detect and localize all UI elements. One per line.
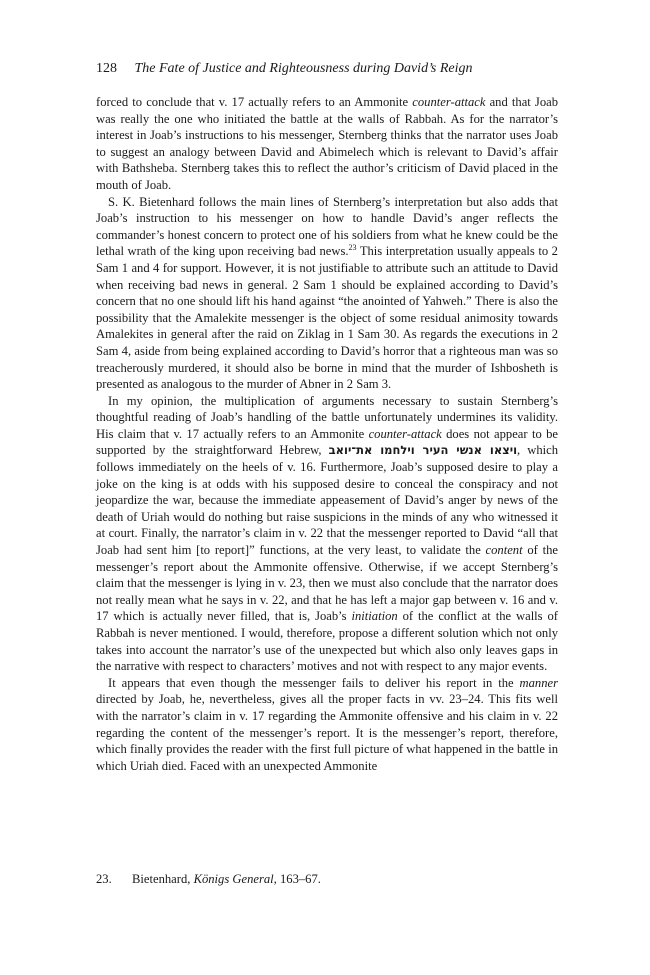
text-run: , 163–67. bbox=[273, 872, 321, 886]
text-run: of the conflict at the walls of Rabbah is never mentioned. I would, therefore, propose a different solution which not only takes into account the narrator’s use of the unexpected but which also only leaves gaps in the narrative with respect to characters’ motives and not with respect to any major events. bbox=[96, 609, 558, 674]
footnotes bbox=[96, 871, 558, 887]
italic-text: initiation bbox=[351, 609, 398, 624]
text-run: In my opinion, the multiplication of arguments necessary to sustain Sternberg’s thoughtful reading of Joab’s handling of the battle unfortunately undermines its validity. His claim that v. 17 actually refers to an Ammonite bbox=[96, 393, 558, 441]
footnote-text bbox=[132, 872, 321, 886]
footnote-reference: 23 bbox=[348, 243, 357, 253]
text-run: , which follows immediately on the heels of v. 16. Furthermore, Joab’s supposed desire to play a joke on the king is at odds with his supposed desire to conceal the conspiracy and not jeopardize the war, because the immediate appeasement of David’s anger by news of the death of Uriah would do nothing but raise suspicions in the minds of any who witnessed it at court. Finally, the narrator’s claim in v. 22 that the messenger reported to David “all that Joab had sent him [to report]” functions, at the very least, to validate the bbox=[96, 443, 558, 558]
page bbox=[96, 60, 558, 774]
paragraph bbox=[96, 393, 558, 675]
paragraph bbox=[96, 94, 558, 194]
running-head bbox=[96, 60, 558, 78]
text-run: It appears that even though the messenger fails to deliver his report in the bbox=[108, 675, 520, 690]
body-text bbox=[96, 94, 558, 774]
italic-text: Königs General bbox=[193, 872, 274, 886]
text-run: forced to conclude that v. 17 actually refers to an Ammonite bbox=[96, 95, 413, 109]
text-run: directed by Joab, he, nevertheless, gives all the proper facts in vv. 23–24. This fits well with the narrator’s claim in v. 17 regarding the Ammonite offensive and his claim in v. 22 regarding the content of the messenger’s report. It is the messenger’s report, therefore, which finally provides the reader with the first full picture of what happened in the battle in which Uriah died. Faced with an unexpected Ammonite bbox=[96, 692, 558, 773]
italic-text: content bbox=[485, 543, 523, 558]
page-number: 128 bbox=[96, 61, 117, 76]
text-run: S. K. Bietenhard follows the main lines of Sternberg’s interpretation but also adds that Joab’s instruction to his messenger on how to handle David’s anger reflects the commander’s honest concern to protect one of his soldiers from what he knew could be the lethal wrath of the king upon receiving bad news. bbox=[96, 194, 558, 259]
text-run: of the messenger’s report about the Ammonite offensive. Otherwise, if we accept Sternberg’s claim that the messenger is lying in v. 23, then we must also conclude that the narrator does not really mean what he says in v. 22, and that he has left a major gap between v. 16 and v. 17 which is actually never filled, that is, Joab’s bbox=[96, 543, 558, 624]
hebrew-text: ויצאו אנשי העיר וילחמו את־יואב bbox=[328, 443, 518, 458]
italic-text: manner bbox=[519, 675, 558, 690]
running-title: The Fate of Justice and Righteousness during David’s Reign bbox=[134, 61, 473, 76]
text-run: This interpretation usually appeals to 2 Sam 1 and 4 for support. However, it is not justifiable to attribute such an attitude to David when receiving bad news in general. 2 Sam 1 should be explained according to David’s concern that no one should lift his hand against “the anointed of Yahweh.” There is also the possibility that the Amalekite messenger is the object of some residual animosity towards Amalekites in general after the raid on Ziklag in 1 Sam 30. As regards the executions in 2 Sam 4, aside from being explained according to David’s horror that a righteous man was so treacherously murdered, it should also be borne in mind that the murder of Ishbosheth is presented as analogous to the murder of Abner in 2 Sam 3. bbox=[96, 244, 558, 392]
paragraph bbox=[96, 194, 558, 393]
footnote bbox=[96, 871, 558, 887]
italic-text: counter-attack bbox=[412, 95, 486, 109]
paragraph bbox=[96, 675, 558, 775]
text-run: Bietenhard, bbox=[132, 872, 194, 886]
text-run: does not appear to be supported by the straightforward Hebrew, bbox=[96, 426, 558, 458]
footnote-number: 23. bbox=[96, 872, 112, 886]
italic-text: counter-attack bbox=[368, 426, 442, 441]
text-run: and that Joab was really the one who initiated the battle at the walls of Rabbah. As for the narrator’s interest in Joab’s instructions to his messenger, Sternberg thinks that the narrator uses Joab to suggest an analogy between David and Abimelech which is relevant to David’s affair with Bathsheba. Sternberg takes this to reflect the author’s criticism of David placed in the mouth of Joab. bbox=[96, 95, 558, 192]
